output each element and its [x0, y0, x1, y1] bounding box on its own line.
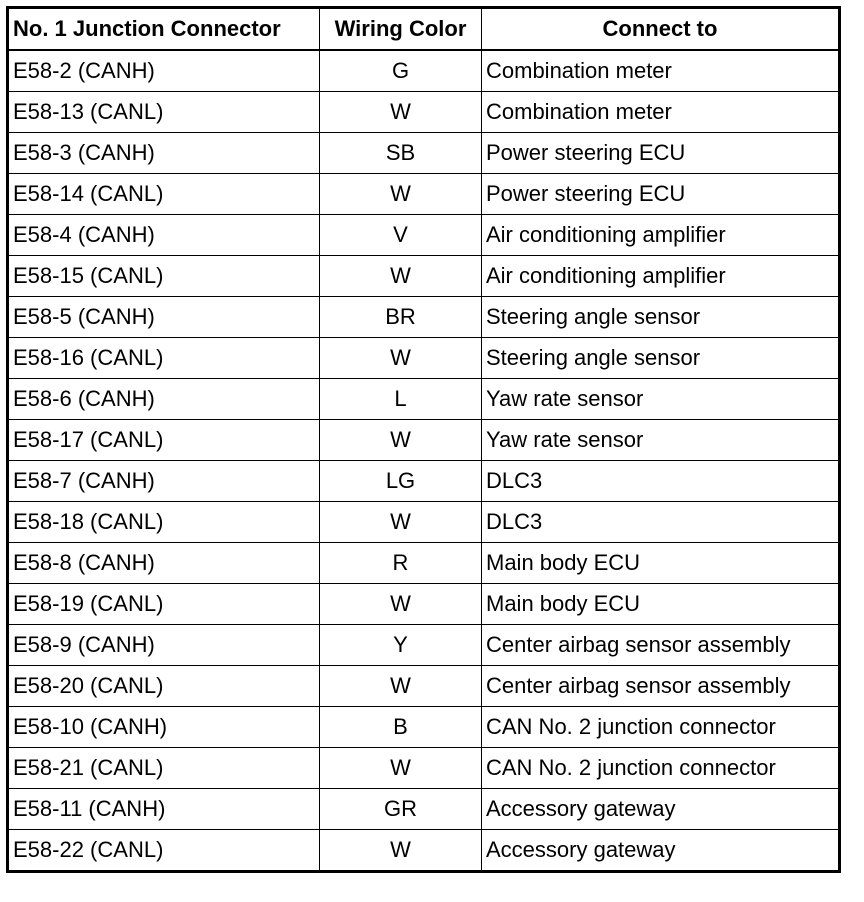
terminal-cell: E58-10 (CANH)	[8, 707, 320, 748]
wiring-color-cell: W	[320, 92, 482, 133]
wiring-color-cell: BR	[320, 297, 482, 338]
wiring-color-cell: Y	[320, 625, 482, 666]
terminal-cell: E58-4 (CANH)	[8, 215, 320, 256]
header-wiring-color: Wiring Color	[320, 8, 482, 51]
terminal-cell: E58-14 (CANL)	[8, 174, 320, 215]
table-body	[8, 50, 840, 872]
terminal-cell: E58-22 (CANL)	[8, 830, 320, 872]
terminal-cell: E58-19 (CANL)	[8, 584, 320, 625]
connect-to-cell: DLC3	[482, 461, 840, 502]
connect-to-cell: Yaw rate sensor	[482, 420, 840, 461]
connect-to-cell: Main body ECU	[482, 543, 840, 584]
connect-to-cell: Combination meter	[482, 92, 840, 133]
header-connect-to: Connect to	[482, 8, 840, 51]
table-row	[8, 830, 840, 872]
connect-to-cell: CAN No. 2 junction connector	[482, 707, 840, 748]
wiring-color-cell: W	[320, 338, 482, 379]
wiring-color-cell: W	[320, 174, 482, 215]
connect-to-cell: Air conditioning amplifier	[482, 256, 840, 297]
table-row	[8, 338, 840, 379]
table-row	[8, 50, 840, 92]
connect-to-cell: Power steering ECU	[482, 133, 840, 174]
connect-to-cell: Accessory gateway	[482, 789, 840, 830]
terminal-cell: E58-17 (CANL)	[8, 420, 320, 461]
terminal-cell: E58-3 (CANH)	[8, 133, 320, 174]
table-row	[8, 461, 840, 502]
table-row	[8, 502, 840, 543]
terminal-cell: E58-6 (CANH)	[8, 379, 320, 420]
terminal-cell: E58-13 (CANL)	[8, 92, 320, 133]
wiring-color-cell: LG	[320, 461, 482, 502]
wiring-color-cell: SB	[320, 133, 482, 174]
header-row	[8, 8, 840, 51]
table-row	[8, 215, 840, 256]
header-connector: No. 1 Junction Connector	[8, 8, 320, 51]
table-row	[8, 666, 840, 707]
connect-to-cell: Center airbag sensor assembly	[482, 666, 840, 707]
wiring-color-cell: W	[320, 666, 482, 707]
terminal-cell: E58-5 (CANH)	[8, 297, 320, 338]
table-row	[8, 420, 840, 461]
table-row	[8, 625, 840, 666]
connect-to-cell: Power steering ECU	[482, 174, 840, 215]
connect-to-cell: Accessory gateway	[482, 830, 840, 872]
wiring-color-cell: V	[320, 215, 482, 256]
junction-connector-table	[6, 6, 841, 873]
connect-to-cell: Main body ECU	[482, 584, 840, 625]
wiring-color-cell: G	[320, 50, 482, 92]
table-row	[8, 789, 840, 830]
table-row	[8, 584, 840, 625]
connect-to-cell: CAN No. 2 junction connector	[482, 748, 840, 789]
wiring-color-cell: W	[320, 502, 482, 543]
wiring-color-cell: B	[320, 707, 482, 748]
wiring-color-cell: W	[320, 748, 482, 789]
connect-to-cell: Air conditioning amplifier	[482, 215, 840, 256]
table-row	[8, 256, 840, 297]
connect-to-cell: Center airbag sensor assembly	[482, 625, 840, 666]
terminal-cell: E58-9 (CANH)	[8, 625, 320, 666]
terminal-cell: E58-2 (CANH)	[8, 50, 320, 92]
table-row	[8, 174, 840, 215]
wiring-color-cell: W	[320, 830, 482, 872]
terminal-cell: E58-15 (CANL)	[8, 256, 320, 297]
table-row	[8, 748, 840, 789]
connect-to-cell: DLC3	[482, 502, 840, 543]
terminal-cell: E58-21 (CANL)	[8, 748, 320, 789]
connect-to-cell: Yaw rate sensor	[482, 379, 840, 420]
terminal-cell: E58-20 (CANL)	[8, 666, 320, 707]
terminal-cell: E58-16 (CANL)	[8, 338, 320, 379]
wiring-color-cell: GR	[320, 789, 482, 830]
table-row	[8, 379, 840, 420]
connect-to-cell: Combination meter	[482, 50, 840, 92]
wiring-color-cell: R	[320, 543, 482, 584]
terminal-cell: E58-11 (CANH)	[8, 789, 320, 830]
connect-to-cell: Steering angle sensor	[482, 338, 840, 379]
table-row	[8, 543, 840, 584]
terminal-cell: E58-18 (CANL)	[8, 502, 320, 543]
terminal-cell: E58-7 (CANH)	[8, 461, 320, 502]
table-row	[8, 297, 840, 338]
table-row	[8, 92, 840, 133]
wiring-color-cell: W	[320, 584, 482, 625]
wiring-color-cell: L	[320, 379, 482, 420]
table-row	[8, 133, 840, 174]
terminal-cell: E58-8 (CANH)	[8, 543, 320, 584]
wiring-color-cell: W	[320, 256, 482, 297]
wiring-color-cell: W	[320, 420, 482, 461]
connect-to-cell: Steering angle sensor	[482, 297, 840, 338]
table-row	[8, 707, 840, 748]
